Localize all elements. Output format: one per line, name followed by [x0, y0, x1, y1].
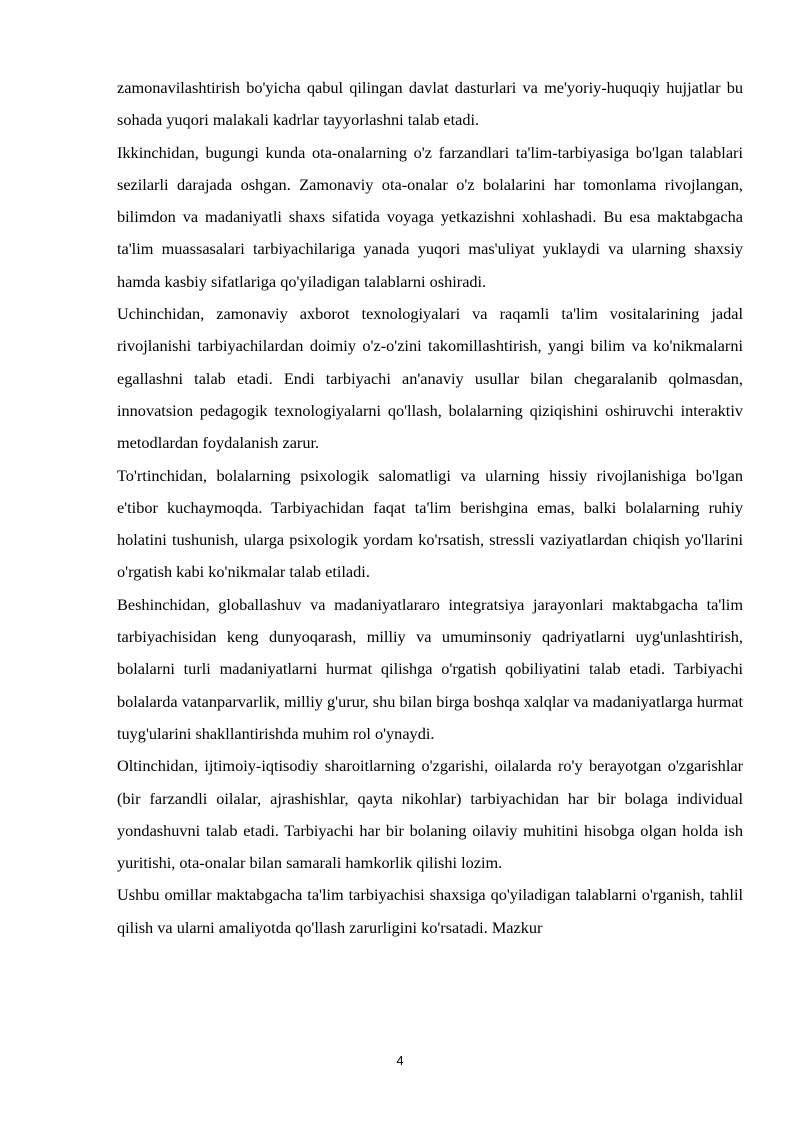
paragraph-uchinchidan: Uchinchidan, zamonaviy axborot texnologiyalari va raqamli ta'lim vositalarining jadal rivojlanishi tarbiyachilardan doimiy o'z-o'zini takomillashtirish, yangi bilim va ko'nikmalarni egallashni talab etadi. Endi tarbiyachi an'anaviy usullar bilan chegaralanib qolmasdan, innovatsion pedagogik texnologiyalarni qo'llash, bolalarning qiziqishini oshiruvchi interaktiv metodlardan foydalanish zarur.	[117, 304, 743, 453]
page-number: 4	[396, 1053, 404, 1068]
paragraph-oltinchidan: Oltinchidan, ijtimoiy-iqtisodiy sharoitlarning o'zgarishi, oilalarda ro'y berayotgan o'zgarishlar (bir farzandli oilalar, ajrashishlar, qayta nikohlar) tarbiyachidan har bir bolaga individual yondashuvni talab etadi. Tarbiyachi har bir bolaning oilaviy muhitini hisobga olgan holda ish yuritishi, ota-onalar bilan samarali hamkorlik qilishi lozim.	[117, 756, 743, 873]
paragraph-tortinchidan: To'rtinchidan, bolalarning psixologik salomatligi va ularning hissiy rivojlanishiga bo'lgan e'tibor kuchaymoqda. Tarbiyachidan faqat ta'lim berishgina emas, balki bolalarning ruhiy holatini tushunish, ularga psixologik yordam ko'rsatish, stressli vaziyatlardan chiqish yo'llarini o'rgatish kabi ko'nikmalar talab etiladi.	[117, 465, 743, 582]
paragraph-beshinchidan: Beshinchidan, globallashuv va madaniyatlararo integratsiya jarayonlari maktabgacha ta'lim tarbiyachisidan keng dunyoqarash, milliy va umuminsoniy qadriyatlarni uyg'unlashtirish, bolalarni turli madaniyatlarni hurmat qilishga o'rgatish qobiliyatini talab etadi. Tarbiyachi bolalarda vatanparvarlik, milliy g'urur, shu bilan birga boshqa xalqlar va madaniyatlarga hurmat tuyg'ularini shakllantirishda muhim rol o'ynaydi.	[117, 594, 743, 743]
document-body	[117, 72, 743, 944]
paragraph-ikkinchidan: Ikkinchidan, bugungi kunda ota-onalarning o'z farzandlari ta'lim-tarbiyasiga bo'lgan talablari sezilarli darajada oshgan. Zamonaviy ota-onalar o'z bolalarini har tomonlama rivojlangan, bilimdon va madaniyatli shaxs sifatida voyaga yetkazishni xohlashadi. Bu esa maktabgacha ta'lim muassasalari tarbiyachilariga yanada yuqori mas'uliyat yuklaydi va ularning shaxsiy hamda kasbiy sifatlariga qo'yiladigan talablarni oshiradi.	[117, 142, 743, 291]
paragraph-intro-continuation: zamonavilashtirish bo'yicha qabul qilingan davlat dasturlari va me'yoriy-huquqiy hujjatlar bu sohada yuqori malakali kadrlar tayyorlashni talab etadi.	[117, 78, 743, 130]
paragraph-ushbu-omillar: Ushbu omillar maktabgacha ta'lim tarbiyachisi shaxsiga qo'yiladigan talablarni o'rganish, tahlil qilish va ularni amaliyotda qo'llash zarurligini ko'rsatadi. Mazkur	[117, 885, 743, 937]
